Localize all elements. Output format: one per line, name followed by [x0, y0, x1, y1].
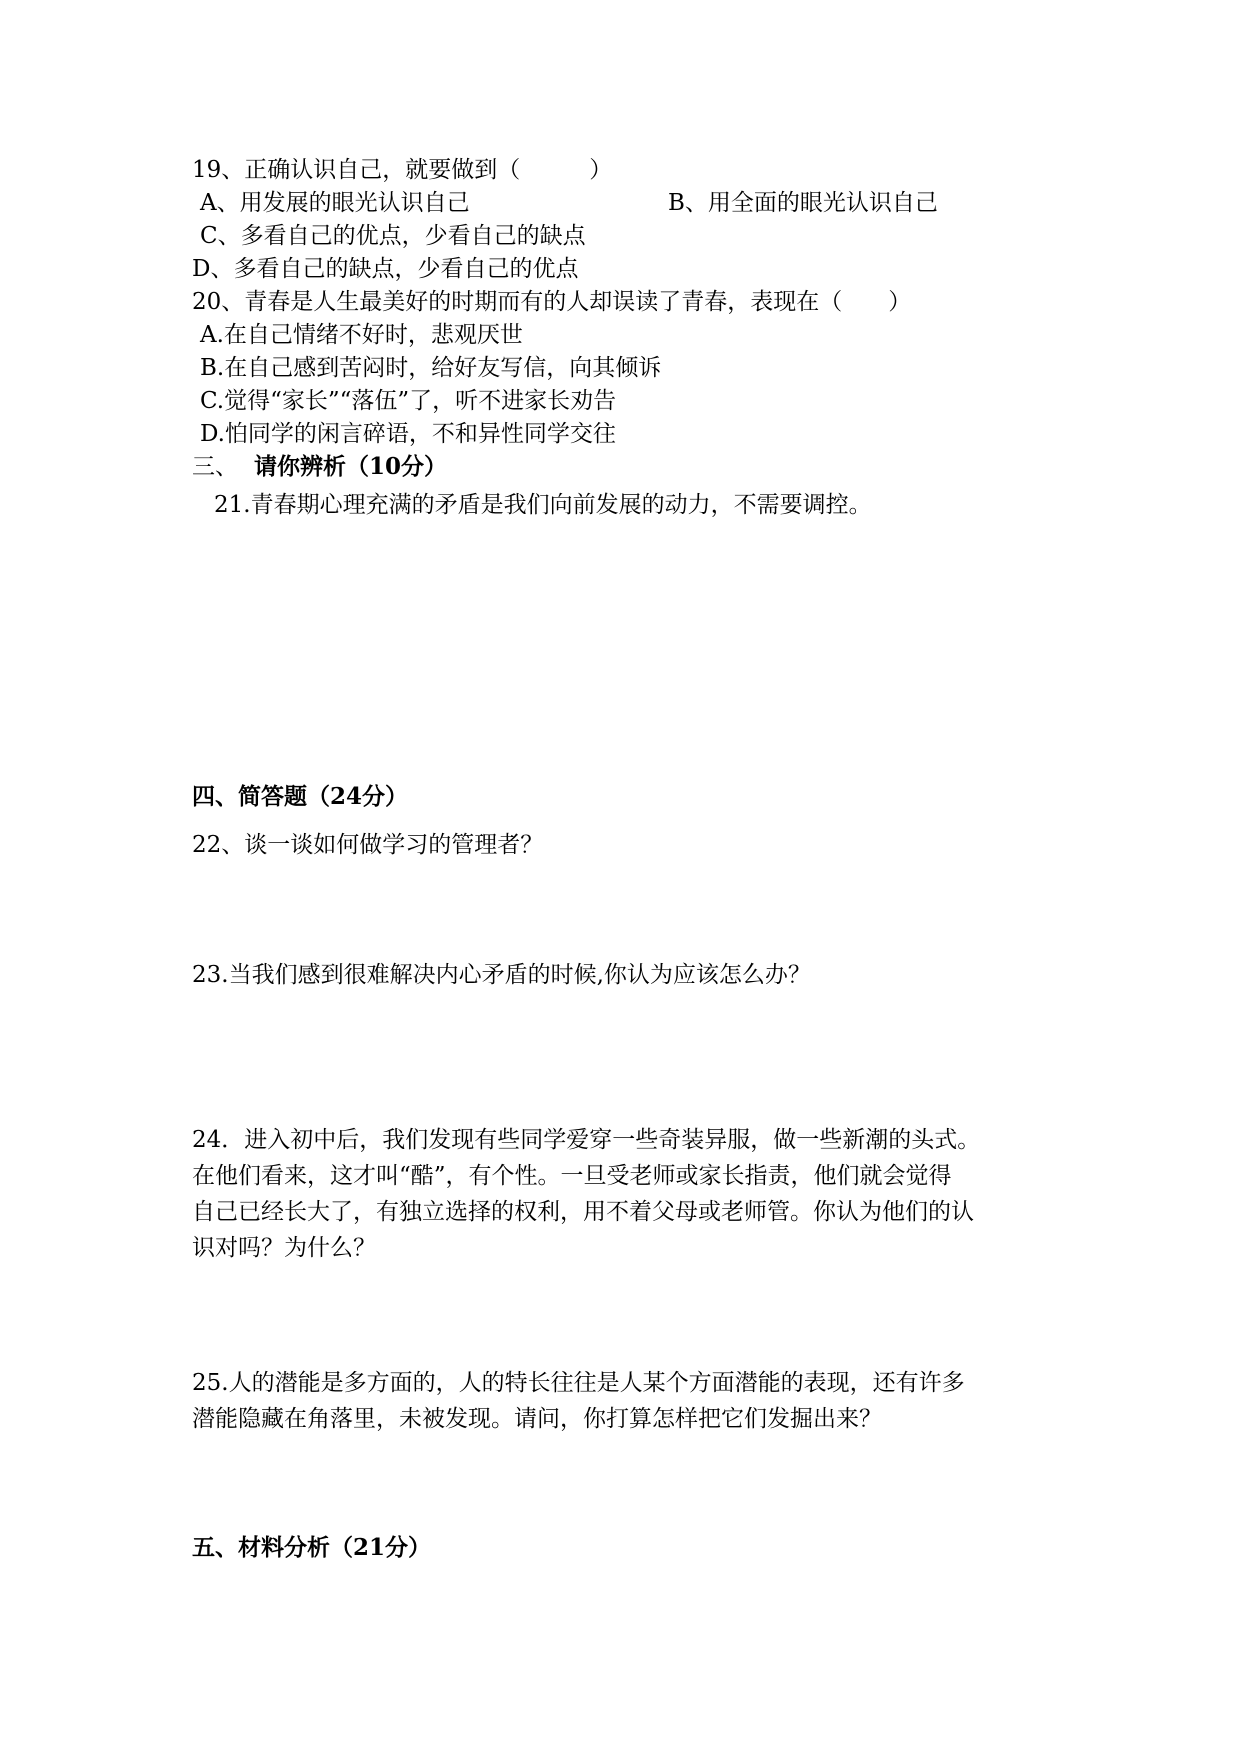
question-20-option-b: B.在自己感到苦闷时，给好友写信，向其倾诉: [200, 355, 662, 381]
section-3-heading-number: 三、: [192, 454, 238, 480]
question-23: 23.当我们感到很难解决内心矛盾的时候,你认为应该怎么办？: [192, 962, 811, 988]
question-24-line: 自己已经长大了，有独立选择的权利，用不着父母或老师管。你认为他们的认: [192, 1199, 974, 1225]
question-25-line: 潜能隐藏在角落里，未被发现。请问，你打算怎样把它们发掘出来？: [192, 1406, 882, 1432]
section-3-heading: 请你辨析（10分）: [254, 453, 448, 480]
question-25-line: 25.人的潜能是多方面的，人的特长往往是人某个方面潜能的表现，还有许多: [192, 1370, 965, 1396]
question-21: 21.青春期心理充满的矛盾是我们向前发展的动力，不需要调控。: [214, 492, 872, 518]
question-24-line: 在他们看来，这才叫“酷”，有个性。一旦受老师或家长指责，他们就会觉得: [192, 1163, 952, 1189]
question-20-option-d: D.怕同学的闲言碎语，不和异性同学交往: [200, 421, 616, 447]
question-20-option-c: C.觉得“家长”“落伍”了，听不进家长劝告: [200, 388, 617, 414]
question-19-option-c: C、多看自己的优点，少看自己的缺点: [200, 223, 586, 249]
section-4-heading: 四、简答题（24分）: [192, 783, 409, 810]
section-5-heading: 五、材料分析（21分）: [192, 1534, 432, 1561]
question-19-option-a: A、用发展的眼光认识自己: [200, 190, 470, 216]
question-20-option-a: A.在自己情绪不好时，悲观厌世: [200, 322, 523, 348]
question-24-line: 24．进入初中后，我们发现有些同学爱穿一些奇装异服，做一些新潮的头式。: [192, 1127, 981, 1153]
question-20-stem: 20、青春是人生最美好的时期而有的人却误读了青春，表现在（ ）: [192, 289, 912, 315]
question-24-line: 识对吗？为什么？: [192, 1235, 376, 1261]
question-22: 22、谈一谈如何做学习的管理者？: [192, 832, 544, 858]
question-19-option-d: D、多看自己的缺点，少看自己的优点: [192, 256, 579, 282]
question-19-stem: 19、正确认识自己，就要做到（ ）: [192, 157, 613, 183]
question-19-option-b: B、用全面的眼光认识自己: [668, 190, 938, 216]
